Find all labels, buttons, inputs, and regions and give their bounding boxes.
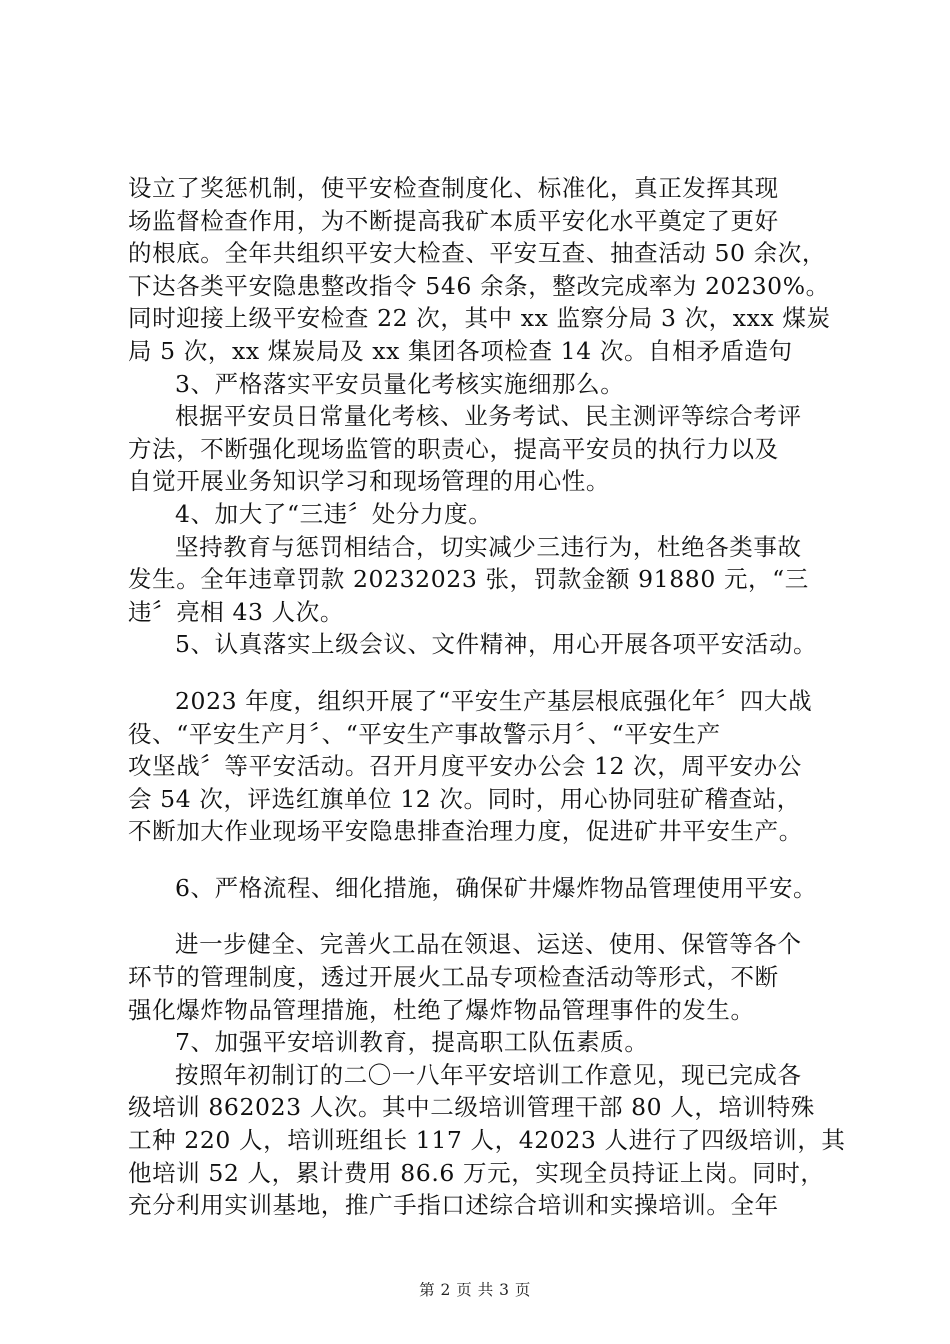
text-line: 2023 年度，组织开展了“平安生产基层根底强化年〞四大战 [175, 686, 813, 715]
paragraph-penalties [128, 531, 853, 629]
text-line: 场监督检查作用，为不断提高我矿本质平安化水平奠定了更好 [128, 206, 779, 235]
text-line: 局 5 次，xx 煤炭局及 xx 集团各项检查 14 次。自相矛盾造句 [128, 336, 793, 365]
text-line: 按照年初制订的二〇一八年平安培训工作意见，现已完成各 [175, 1060, 802, 1089]
text-line: 攻坚战〞等平安活动。召开月度平安办公会 12 次，周平安办公 [128, 752, 802, 781]
text-line: 根据平安员日常量化考核、业务考试、民主测评等综合考评 [175, 402, 802, 431]
paragraph-spacer [128, 904, 853, 928]
paragraph-explosives [128, 928, 853, 1026]
text-line: 发生。全年违章罚款 20232023 张，罚款金额 91880 元，“三 [128, 565, 809, 594]
text-line: 的根底。全年共组织平安大检查、平安互查、抽查活动 50 余次， [128, 239, 826, 268]
paragraph-spacer [128, 848, 853, 872]
heading-item-7: 7、加强平安培训教育，提高职工队伍素质。 [175, 1028, 649, 1057]
text-line: 充分利用实训基地，推广手指口述综合培训和实操培训。全年 [128, 1191, 779, 1220]
heading-item-4: 4、加大了“三违〞处分力度。 [175, 499, 493, 528]
text-line: 自觉开展业务知识学习和现场管理的用心性。 [128, 467, 610, 496]
text-line: 设立了奖惩机制，使平安检查制度化、标准化，真正发挥其现 [128, 174, 779, 202]
text-line: 他培训 52 人，累计费用 86.6 万元，实现全员持证上岗。同时， [128, 1158, 825, 1187]
text-line: 环节的管理制度，透过开展火工品专项检查活动等形式，不断 [128, 963, 779, 992]
text-line: 违〞亮相 43 人次。 [128, 597, 344, 626]
paragraph-inspection-mechanism [128, 172, 853, 368]
text-line: 强化爆炸物品管理措施，杜绝了爆炸物品管理事件的发生。 [128, 995, 755, 1024]
text-line: 不断加大作业现场平安隐患排查治理力度，促进矿井平安生产。 [128, 817, 803, 846]
page-number: 第 2 页 共 3 页 [419, 1281, 531, 1299]
text-line: 方法，不断强化现场监管的职责心，提高平安员的执行力以及 [128, 434, 779, 463]
text-line: 役、“平安生产月〞、“平安生产事故警示月〞、“平安生产 [128, 719, 721, 748]
document-body [128, 172, 853, 1222]
text-line: 下达各类平安隐患整改指令 546 余条，整改完成率为 20230%。 [128, 271, 830, 300]
text-line: 工种 220 人，培训班组长 117 人，42023 人进行了四级培训，其 [128, 1126, 846, 1155]
text-line: 进一步健全、完善火工品在领退、运送、使用、保管等各个 [175, 930, 802, 959]
heading-item-6: 6、严格流程、细化措施，确保矿井爆炸物品管理使用平安。 [175, 873, 818, 902]
text-line: 级培训 862023 人次。其中二级培训管理干部 80 人，培训特殊 [128, 1093, 815, 1122]
text-line: 同时迎接上级平安检查 22 次，其中 xx 监察分局 3 次，xxx 煤炭 [128, 304, 831, 333]
text-line: 会 54 次，评选红旗单位 12 次。同时，用心协同驻矿稽查站， [128, 784, 801, 813]
paragraph-safety-activities [128, 685, 853, 848]
heading-item-5: 5、认真落实上级会议、文件精神，用心开展各项平安活动。 [175, 630, 818, 659]
paragraph-assessment [128, 400, 853, 498]
paragraph-spacer [128, 661, 853, 685]
heading-item-3: 3、严格落实平安员量化考核实施细那么。 [175, 369, 625, 398]
text-line: 坚持教育与惩罚相结合，切实减少三违行为，杜绝各类事故 [175, 532, 802, 561]
paragraph-training [128, 1059, 853, 1222]
